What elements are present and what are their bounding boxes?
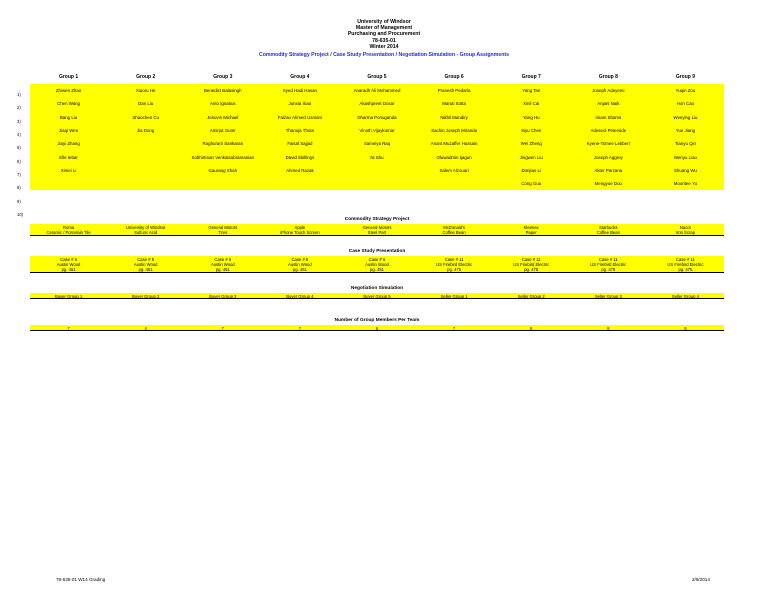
- team-size-cell: [184, 325, 261, 330]
- case-study-cell: [184, 256, 261, 272]
- team-size-cell: [107, 325, 184, 330]
- member-cell: [493, 190, 570, 203]
- commodity-line2: Iron Scrap: [675, 229, 696, 235]
- member-cell: Faizan Ahmed Usmani: [261, 111, 338, 124]
- member-cell: Anjani Naik: [570, 97, 647, 110]
- member-cell: Joseph Adeyemi: [570, 84, 647, 97]
- commodity-cell: [261, 224, 338, 235]
- case-study-line3: pg. 475: [447, 266, 462, 272]
- group-header: Group 2: [136, 74, 156, 80]
- member-cell: Jingwen Liu: [493, 150, 570, 163]
- member-cell: Kyene-Tomee Lebbert: [570, 137, 647, 150]
- case-study-line3: pg. 451: [61, 266, 76, 272]
- commodity-line2: Paper: [525, 229, 537, 235]
- member-cell: Faisal Sajjad: [261, 137, 338, 150]
- member-cell: Raghuram Sankaran: [184, 137, 261, 150]
- case-study-line3: pg. 451: [215, 266, 230, 272]
- row-number: 4): [17, 132, 21, 138]
- member-cell: Zhiwen Zhao: [30, 84, 107, 97]
- member-cell: Mengyue Dou: [570, 177, 647, 190]
- case-study-line1: Case # 5: [137, 256, 155, 262]
- program-name: Master of Management: [355, 25, 413, 31]
- member-cell: David Skillings: [261, 150, 338, 163]
- member-cell: Thanuja Thota: [261, 124, 338, 137]
- commodity-cell: [416, 224, 493, 235]
- case-study-cell: [30, 256, 107, 272]
- member-cell: Syed Hadi Hasan: [261, 84, 338, 97]
- member-cell: Maruti Sotta: [416, 97, 493, 110]
- negotiation-roles: Buyer Group 3: [209, 293, 237, 298]
- case-study-cell: [493, 256, 570, 272]
- commodity-line2: Coffee Bean: [442, 229, 466, 235]
- team-size-cell: [416, 325, 493, 330]
- commodity-line1: Apple: [294, 224, 306, 230]
- case-study-line2: US Firebird Electric: [590, 261, 627, 267]
- member-cell: Sobhirtman Venkatsubramanian: [184, 150, 261, 163]
- group-header: Group 1: [58, 74, 79, 80]
- team-size-cell: [261, 325, 338, 330]
- group-header-row: [30, 74, 724, 80]
- case-study-line3: pg. 451: [138, 266, 153, 272]
- case-study-line2: Austin Wood: [288, 261, 312, 267]
- row-number: 6): [17, 158, 21, 164]
- member-row: [30, 124, 724, 137]
- case-study-cell: [107, 256, 184, 272]
- member-cell: Sachin Joseph Miranda: [416, 124, 493, 137]
- case-study-cell: [570, 256, 647, 272]
- member-cell: Shaochen Cu: [107, 111, 184, 124]
- member-cell: Dharma Ponuganda: [338, 111, 415, 124]
- negotiation-cell: [184, 293, 261, 298]
- negotiation-roles: Seller Group 4: [671, 293, 699, 298]
- member-row: [30, 164, 724, 177]
- commodity-line1: General Motors: [208, 224, 238, 230]
- row-number: 8): [17, 185, 21, 191]
- commodity-cell: [30, 224, 107, 235]
- team-size-section-title: Number of Group Members Per Team: [334, 318, 420, 323]
- negotiation-roles: Seller Group 3: [594, 293, 622, 298]
- case-study-line2: Austin Wood: [210, 261, 235, 267]
- member-cell: Salem Alzouari: [416, 164, 493, 177]
- member-cell: Junxia Xiao: [261, 97, 338, 110]
- commodity-line1: University of Windsor: [125, 224, 166, 230]
- member-cell: Shuang Wu: [647, 164, 724, 177]
- commodity-line1: General Motors: [362, 224, 392, 230]
- member-cell: [107, 150, 184, 163]
- negotiation-cell: [338, 293, 415, 298]
- row-number: 2): [17, 105, 21, 111]
- member-cell: Sameiya Raq: [338, 137, 415, 150]
- member-cell: Imam Shams: [570, 111, 647, 124]
- group-header: Group 7: [521, 74, 541, 80]
- member-cell: Joseph Aggrey: [570, 150, 647, 163]
- case-study-cell: [261, 256, 338, 272]
- member-cell: Ximei Li: [30, 164, 107, 177]
- member-cell: [184, 190, 261, 203]
- member-row: [30, 111, 724, 124]
- member-cell: Bang Liu: [30, 111, 107, 124]
- negotiation-roles: Buyer Group 4: [286, 293, 314, 298]
- commodity-line2: Steel Part: [367, 229, 387, 235]
- negotiation-cell: [30, 293, 107, 298]
- member-row: [30, 190, 724, 203]
- negotiation-cell: [107, 293, 184, 298]
- team-size-counts: 8: [607, 325, 610, 330]
- member-cell: [261, 177, 338, 190]
- negotiation-cell: [647, 293, 724, 298]
- member-cell: Hon Cao: [647, 97, 724, 110]
- row-number: 3): [17, 118, 21, 124]
- case-study-line1: Case # 5: [291, 256, 309, 262]
- team-size-cell: [647, 325, 724, 330]
- member-cell: [107, 177, 184, 190]
- member-cell: [338, 164, 415, 177]
- member-cell: [647, 190, 724, 203]
- org-name: University of Windsor: [357, 19, 411, 25]
- row-number: 5): [17, 145, 21, 151]
- member-cell: [338, 177, 415, 190]
- case-study-line2: US Firebird Electric: [667, 261, 704, 267]
- commodity-line1: Starbucks: [599, 224, 618, 230]
- row-number: 10): [17, 211, 24, 217]
- case-study-cell: [338, 256, 415, 272]
- negotiation-cell: [261, 293, 338, 298]
- commodity-line1: Nucor: [679, 224, 692, 230]
- case-study-line1: Case # 5: [368, 256, 386, 262]
- member-cell: Elle Iebar: [30, 150, 107, 163]
- member-cell: Yang Hu: [493, 111, 570, 124]
- group-header: Group 5: [367, 74, 387, 80]
- negotiation-roles: Buyer Group 1: [54, 293, 83, 298]
- member-cell: Yuqin Zou: [647, 84, 724, 97]
- member-cell: Siyu Chen: [493, 124, 570, 137]
- group-header: Group 3: [213, 74, 233, 80]
- row-number: 7): [17, 171, 21, 177]
- case-study-line1: Case # 11: [676, 256, 695, 262]
- commodity-section-title: Commodity Strategy Project: [344, 217, 410, 222]
- member-cell: Jiayi Zhang: [30, 137, 107, 150]
- member-cell: [570, 190, 647, 203]
- member-cell: [30, 177, 107, 190]
- member-cell: [416, 190, 493, 203]
- case-study-line1: Case # 11: [521, 256, 541, 262]
- commodity-line2: Coffee Bean: [596, 229, 620, 235]
- team-size-counts: 7: [67, 325, 70, 330]
- member-cell: Mooritee Yu: [647, 177, 724, 190]
- commodity-line2: Tires: [218, 229, 228, 235]
- case-study-line1: Case # 11: [444, 256, 464, 262]
- member-cell: Gaurang Shah: [184, 164, 261, 177]
- commodity-cell: [570, 224, 647, 235]
- member-cell: [184, 177, 261, 190]
- group-header: Group 8: [598, 74, 618, 80]
- member-cell: Xinli Cai: [493, 97, 570, 110]
- member-cell: Jia Dong: [107, 124, 184, 137]
- member-cell: Wenying Liu: [647, 111, 724, 124]
- commodity-cell: [493, 224, 570, 235]
- member-cell: Oluwadmin Ijagun: [416, 150, 493, 163]
- row-number-column: [17, 88, 29, 221]
- negotiation-roles: Seller Group 2: [517, 293, 545, 298]
- team-size-counts: 8: [530, 325, 533, 330]
- member-cell: Jiaqi Wen: [30, 124, 107, 137]
- member-cell: Ni Shu: [338, 150, 415, 163]
- member-cell: Vinoth Vijaykumar: [338, 124, 415, 137]
- case-study-line1: Case # 5: [214, 256, 232, 262]
- member-cell: Donjiao Li: [493, 164, 570, 177]
- case-study-line2: Austin Wood: [133, 261, 158, 267]
- commodity-line2: Ceramic / Porcelain Tile: [46, 229, 91, 235]
- commodity-cell: [647, 224, 724, 235]
- negotiation-roles: Buyer Group 5: [363, 293, 391, 298]
- group-header: Group 9: [675, 74, 696, 80]
- member-row: [30, 137, 724, 150]
- commodity-cell: [107, 224, 184, 235]
- footer-left: 78-635-01 W14 Grading: [56, 577, 106, 582]
- case-study-band: [30, 256, 724, 273]
- member-cell: [107, 190, 184, 203]
- negotiation-roles: Seller Group 1: [440, 293, 468, 298]
- row-number: 1): [17, 92, 21, 98]
- member-cell: Cong Guo: [493, 177, 570, 190]
- member-cell: Nikhil Mandiry: [416, 111, 493, 124]
- case-study-line1: Case # 11: [598, 256, 618, 262]
- group-header: Group 4: [290, 74, 310, 80]
- case-study-line3: pg. 475: [524, 266, 539, 272]
- negotiation-roles: Buyer Group 2: [132, 293, 160, 298]
- commodity-line2: Sulfuric Acid: [134, 229, 158, 235]
- case-study-section-title: Case Study Presentation: [348, 249, 406, 254]
- member-cell: Akter Parzana: [570, 164, 647, 177]
- commodity-cell: [338, 224, 415, 235]
- member-cell: Anaradh Ali Mohammed: [338, 84, 415, 97]
- member-cell: [107, 164, 184, 177]
- team-size-counts: 6: [375, 325, 379, 330]
- member-cell: [338, 190, 415, 203]
- group-header: Group 6: [444, 74, 464, 80]
- team-size-cell: [493, 325, 570, 330]
- member-cell: [107, 137, 184, 150]
- footer-date: 2/9/2014: [692, 577, 710, 582]
- course-code: 78-635-01: [372, 38, 396, 44]
- commodity-line1: Kleenex: [523, 224, 539, 230]
- member-cell: Tianyu Qin: [647, 137, 724, 150]
- member-cell: [416, 177, 493, 190]
- negotiation-cell: [493, 293, 570, 298]
- member-cell: Wenyu Liao: [647, 150, 724, 163]
- commodity-cell: [184, 224, 261, 235]
- member-row: [30, 150, 724, 163]
- member-cell: Ahmed Razak: [261, 164, 338, 177]
- member-row: [30, 84, 724, 97]
- member-cell: [30, 190, 107, 203]
- member-cell: Xiaoru He: [107, 84, 184, 97]
- case-study-line3: pg. 451: [292, 266, 307, 272]
- member-row: [30, 97, 724, 110]
- case-study-line2: Austin Wood: [56, 261, 81, 267]
- team-size-counts: 7: [298, 325, 302, 330]
- member-cell: Amirjot Gumr: [184, 124, 261, 137]
- member-cell: Benedict Balasingh: [184, 84, 261, 97]
- negotiation-cell: [570, 293, 647, 298]
- member-cell: Dan Liu: [107, 97, 184, 110]
- commodity-line1: Roma: [62, 224, 75, 230]
- member-cell: Wei Zheng: [493, 137, 570, 150]
- member-cell: Anto Ignatius: [184, 97, 261, 110]
- member-cell: Adeseol Peterside: [570, 124, 647, 137]
- course-name: Purchasing and Procurement: [347, 31, 421, 37]
- member-cell: Akashpreet Dosar: [338, 97, 415, 110]
- case-study-line2: Austin Wood: [365, 261, 389, 267]
- member-cell: Pranesh Pedarla: [416, 84, 493, 97]
- team-size-cell: [338, 325, 415, 330]
- team-size-cell: [30, 325, 107, 330]
- team-size-cell: [570, 325, 647, 330]
- member-cell: [261, 190, 338, 203]
- team-size-counts: 7: [221, 325, 224, 330]
- negotiation-band: [30, 293, 724, 299]
- commodity-line1: McDonald's: [443, 224, 465, 230]
- member-cell: Anant Muzaffer Hussain: [416, 137, 493, 150]
- member-cell: Yang Tan: [493, 84, 570, 97]
- case-study-line3: pg. 451: [370, 266, 384, 272]
- negotiation-section-title: Negotiation Simulation: [350, 286, 404, 291]
- case-study-line3: pg. 475: [678, 266, 693, 272]
- member-row: [30, 177, 724, 190]
- case-study-cell: [416, 256, 493, 272]
- page-subtitle: Commodity Strategy Project / Case Study Presentation / Negotiation Simulation - Group Assignments: [259, 52, 509, 58]
- team-size-band: [30, 325, 724, 331]
- row-number: 9): [17, 198, 21, 204]
- term: Winter 2014: [369, 44, 399, 50]
- case-study-cell: [647, 256, 724, 272]
- case-study-line2: US Firebird Electric: [436, 261, 473, 267]
- team-size-counts: 7: [452, 325, 456, 330]
- member-cell: Jesuvin Michael: [184, 111, 261, 124]
- commodity-line2: iPhone Touch Screen: [280, 229, 320, 235]
- team-size-counts: 4: [144, 325, 147, 330]
- commodity-band: [30, 224, 724, 236]
- case-study-line2: US Firebird Electric: [513, 261, 550, 267]
- member-cell: Chen Wang: [30, 97, 107, 110]
- negotiation-cell: [416, 293, 493, 298]
- team-size-counts: 8: [684, 325, 687, 330]
- members-grid: [30, 84, 724, 204]
- case-study-line1: Case # 5: [60, 256, 77, 262]
- case-study-line3: pg. 475: [601, 266, 616, 272]
- member-cell: Yue Jiang: [647, 124, 724, 137]
